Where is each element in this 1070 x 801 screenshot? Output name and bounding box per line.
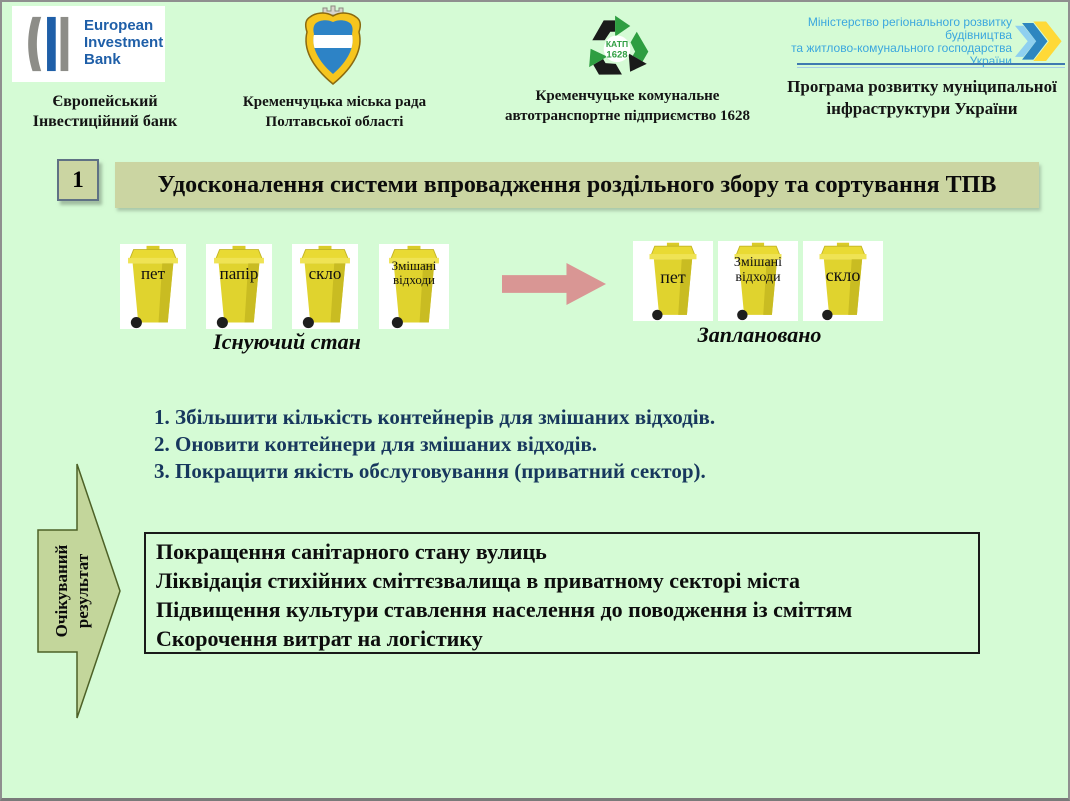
- results-box: [144, 532, 980, 654]
- bin-label: Змішані відходи: [391, 258, 437, 287]
- action-list: [154, 404, 814, 485]
- waste-bin-icon: [206, 244, 272, 329]
- ministry-program-caption: Програма розвитку муніципальної інфраструктури України: [787, 77, 1057, 118]
- slide-title-bar: [115, 162, 1039, 208]
- eib-logo: [12, 6, 165, 82]
- existing-state-caption: Існуючий стан: [213, 329, 361, 354]
- bin-planned-glass: [803, 241, 883, 321]
- slide-title: Удосконалення системи впровадження роздільного збору та сортування ТПВ: [157, 171, 997, 198]
- result-item: Покращення санітарного стану вулиць: [156, 539, 547, 564]
- bin-label: скло: [825, 265, 861, 285]
- waste-bin-icon: [292, 244, 358, 329]
- ministry-chevrons-icon: [1015, 14, 1063, 70]
- result-item: Підвищення культури ставлення населення до поводження із сміттям: [156, 597, 853, 622]
- bin-label: скло: [308, 264, 342, 283]
- eib-logo-text: European Investment Bank: [84, 17, 164, 68]
- bin-existing-pet: [120, 244, 186, 329]
- eib-bars-icon: [20, 15, 76, 73]
- result-item: Ліквідація стихійних сміттєзвалища в приватному секторі міста: [156, 568, 800, 593]
- action-item: 3. Покращити якість обслуговування (приватний сектор).: [154, 459, 706, 483]
- expected-result-arrow: [35, 460, 123, 722]
- bin-planned-pet: [633, 241, 713, 321]
- bin-label: пет: [140, 264, 166, 283]
- bin-existing-paper: [206, 244, 272, 329]
- slide-number: 1: [72, 167, 84, 192]
- svg-text:КАТП: КАТП: [605, 38, 629, 49]
- svg-text:1628: 1628: [606, 49, 628, 61]
- bin-label: Змішані відходи: [733, 255, 783, 285]
- katp-caption: Кременчуцьке комунальне автотранспортне підприємство 1628: [504, 88, 751, 124]
- bin-label: папір: [219, 264, 259, 283]
- bin-label: пет: [660, 267, 686, 287]
- bin-planned-mixed: [718, 241, 798, 321]
- action-item: 2. Оновити контейнери для змішаних відходів.: [154, 432, 598, 456]
- action-item: 1. Збільшити кількість контейнерів для змішаних відходів.: [154, 405, 716, 429]
- bin-existing-mixed: [379, 244, 449, 329]
- result-item: Скорочення витрат на логістику: [156, 626, 483, 651]
- ministry-divider-rule: [797, 63, 1065, 68]
- slide-number-box: [57, 159, 99, 201]
- city-council-caption: Кременчуцька міська рада Полтавської області: [242, 94, 427, 130]
- planned-caption: Заплановано: [697, 322, 822, 347]
- expected-result-label: Очікуваний результат: [52, 544, 92, 638]
- waste-bin-icon: [120, 244, 186, 329]
- eib-caption: Європейський Інвестиційний банк: [32, 93, 178, 130]
- ministry-logo-text: Міністерство регіонального розвитку будівництва та житлово-комунального господарства України: [791, 15, 1012, 68]
- recycle-katp-logo-icon: [579, 7, 655, 85]
- right-arrow-icon: [502, 263, 606, 305]
- kremenchuk-coat-of-arms-icon: [301, 4, 365, 92]
- bin-existing-glass: [292, 244, 358, 329]
